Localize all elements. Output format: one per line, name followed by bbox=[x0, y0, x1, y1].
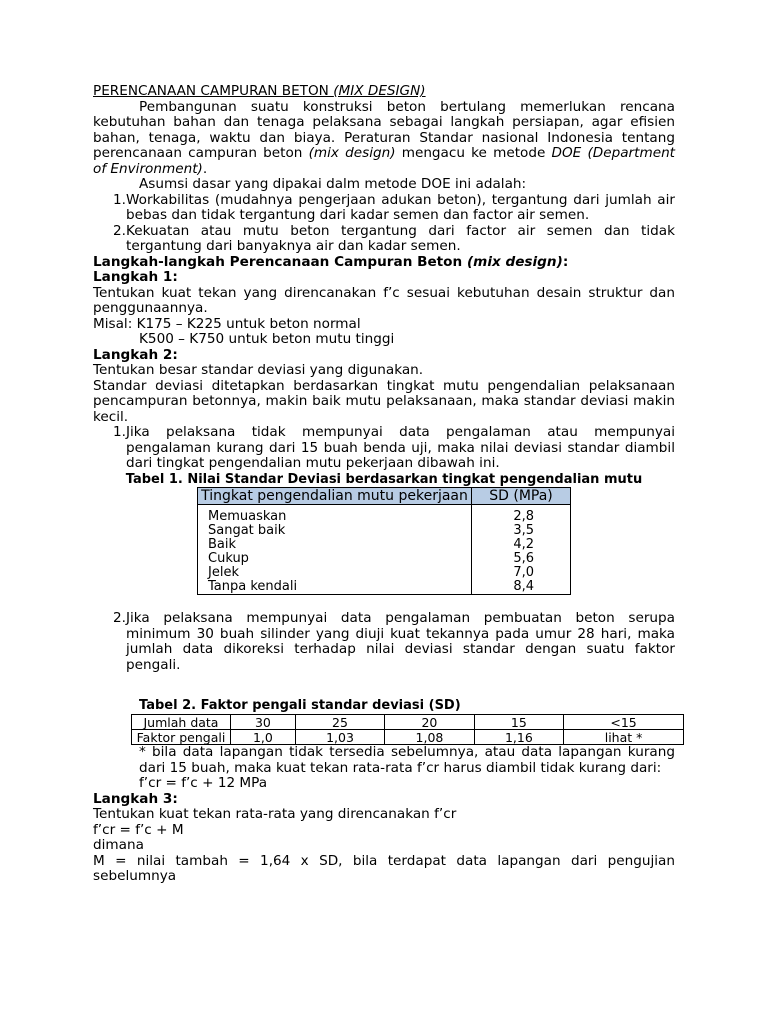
sd-table bbox=[197, 487, 571, 596]
assumption-list bbox=[93, 193, 675, 255]
step-2-list-continued bbox=[93, 611, 675, 673]
example-line-1: Misal: K175 – K225 untuk beton normal bbox=[93, 315, 361, 332]
assumption-intro: Asumsi dasar yang dipakai dalm metode DOE ini adalah: bbox=[139, 176, 527, 192]
table-row: Memuaskan 2,8 bbox=[198, 510, 571, 524]
factor-table bbox=[131, 714, 684, 745]
document-page bbox=[93, 84, 675, 885]
table-row: Tanpa kendali 8,4 bbox=[198, 580, 571, 595]
table-row: Jumlah data 30 25 20 15 <15 bbox=[132, 715, 684, 730]
table-row: Cukup 5,6 bbox=[198, 552, 571, 566]
list-item: 1. Workabilitas (mudahnya pengerjaan adukan beton), tergantung dari jumlah air bebas dan tidak tergantung dari kadar semen dan factor air semen. bbox=[113, 191, 675, 223]
step-3-where: dimana bbox=[93, 837, 144, 853]
table-row: Sangat baik 3,5 bbox=[198, 524, 571, 538]
step-3-text: Tentukan kuat tekan rata-rata yang direncanakan f’cr bbox=[93, 806, 457, 822]
example-line-2: K500 – K750 untuk beton mutu tinggi bbox=[139, 331, 395, 347]
document-title: PERENCANAAN CAMPURAN BETON (MIX DESIGN) bbox=[93, 83, 426, 99]
step-3-m-definition: M = nilai tambah = 1,64 x SD, bila terdapat data lapangan dari pengujian sebelumnya bbox=[93, 852, 675, 884]
step-3-heading: Langkah 3: bbox=[93, 790, 178, 807]
intro-paragraph: Pembangunan suatu konstruksi beton bertulang memerlukan rencana kebutuhan bahan dan tenaga pelaksana sebagai langkah persiapan, agar efisien bahan, tenaga, waktu dan biaya. Peraturan Standar nasional Indonesia tentang perencanaan campuran beton (mix design) mengacu ke metode DOE (Department of Environment). bbox=[93, 98, 676, 177]
step-2-explanation: Standar deviasi ditetapkan berdasarkan tingkat mutu pengendalian pelaksanaan pencampuran betonnya, makin baik mutu pelaksanaan, maka standar deviasi makin kecil. bbox=[93, 377, 675, 425]
list-item: 1. Jika pelaksana tidak mempunyai data pengalaman atau mempunyai pengalaman kurang dari 15 buah benda uji, maka nilai deviasi standar diambil dari tingkat pengendalian mutu pekerjaan dibawah ini. bbox=[113, 424, 675, 471]
table-row: Faktor pengali 1,0 1,03 1,08 1,16 lihat * bbox=[132, 730, 684, 745]
steps-heading: Langkah-langkah Perencanaan Campuran Beton (mix design): bbox=[93, 253, 569, 270]
list-item: 2. Jika pelaksana mempunyai data pengalaman pembuatan beton serupa minimum 30 buah silinder yang diuji kuat tekannya pada umur 28 hari, maka jumlah data dikoreksi terhadap nilai deviasi standar dengan suatu faktor pengali. bbox=[113, 610, 675, 673]
table-row: Baik 4,2 bbox=[198, 538, 571, 552]
step-1-heading: Langkah 1: bbox=[93, 269, 178, 285]
step-2-list bbox=[93, 425, 675, 472]
step-1-text: Tentukan kuat tekan yang direncanakan f’c sesuai kebutuhan desain struktur dan penggunaannya. bbox=[93, 284, 675, 316]
list-item: 2. Kekuatan atau mutu beton tergantung dari factor air semen dan tidak tergantung dari banyaknya air dan kadar semen. bbox=[113, 222, 675, 254]
table-header-level: Tingkat pengendalian mutu pekerjaan bbox=[198, 487, 472, 504]
step-2-heading: Langkah 2: bbox=[93, 346, 178, 363]
table-header-sd: SD (MPa) bbox=[472, 487, 571, 504]
table-2-note: * bila data lapangan tidak tersedia sebelumnya, atau data lapangan kurang dari 15 buah, maka kuat tekan rata-rata f’cr harus diambil tidak kurang dari: bbox=[139, 744, 675, 776]
step-3-formula: f’cr = f’c + M bbox=[93, 821, 184, 838]
table-1-caption: Tabel 1. Nilai Standar Deviasi berdasarkan tingkat pengendalian mutu bbox=[125, 471, 643, 487]
step-2-text: Tentukan besar standar deviasi yang digunakan. bbox=[93, 362, 424, 378]
note-formula: f’cr = f’c + 12 MPa bbox=[139, 775, 268, 791]
table-2-caption: Tabel 2. Faktor pengali standar deviasi (SD) bbox=[139, 698, 461, 713]
table-row: Jelek 7,0 bbox=[198, 566, 571, 580]
